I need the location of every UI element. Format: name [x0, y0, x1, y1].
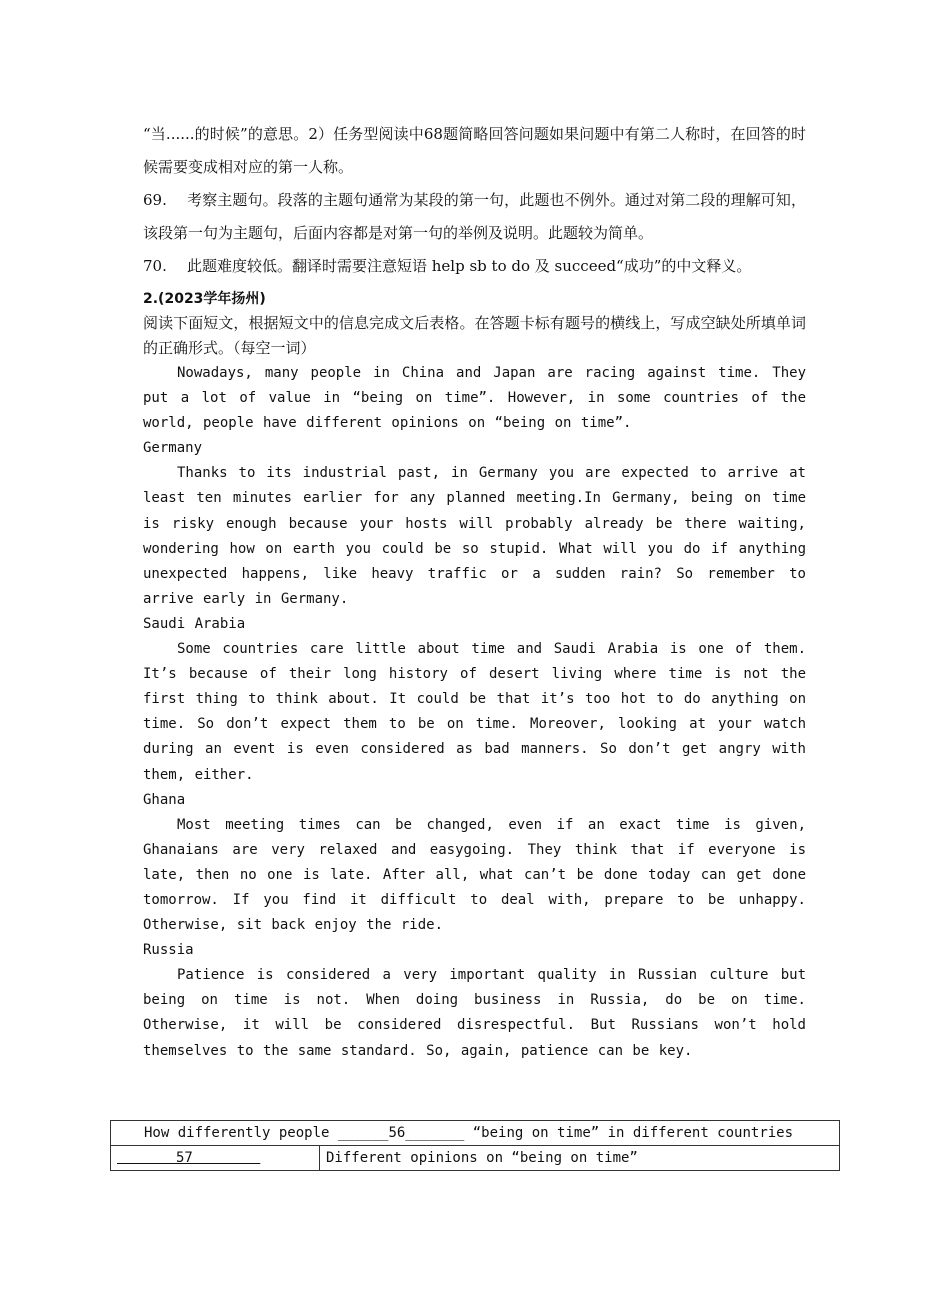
- section-text-russia: Patience is considered a very important quality in Russian culture but being on time is not. When doing business in Russia, do be on time. Otherwise, it will be considered disrespectful. But Russians won’t hold themselves to the same standard. So, again, patience can be key.: [143, 967, 806, 1059]
- table-title-cell: [111, 1121, 840, 1146]
- section-heading-saudi-arabia: Saudi Arabia: [143, 615, 246, 632]
- section-text-saudi-arabia: Some countries care little about time and Saudi Arabia is one of them. It’s because of their long history of desert living where time is not the first thing to think about. It could be that it’s too hot to do anything on time. So don’t expect them to be on time. Moreover, looking at your watch during an event is even considered as bad manners. So don’t get angry with them, either.: [143, 641, 806, 783]
- table-cell: [320, 1146, 840, 1171]
- table-row: [111, 1146, 840, 1171]
- table-cell: [111, 1146, 320, 1171]
- note-text: 考察主题句。段落的主题句通常为某段的第一句，此题也不例外。通过对第二段的理解可知，该段第一句为主题句，后面内容都是对第一句的举例及说明。此题较为简单。: [143, 191, 806, 242]
- section-heading-ghana: Ghana: [143, 791, 186, 808]
- section-heading-russia: Russia: [143, 942, 194, 959]
- note-text: 此题难度较低。翻译时需要注意短语 help sb to do 及 succeed“成功”的中文释义。: [187, 257, 752, 275]
- blank-57[interactable]: 57: [117, 1150, 261, 1166]
- section-heading-germany: Germany: [143, 440, 203, 457]
- note-text: “当......的时候”的意思。2）任务型阅读中68题简略回答问题如果问题中有第二人称时，在回答的时候需要变成相对应的第一人称。: [143, 125, 806, 176]
- table-row: [111, 1121, 840, 1146]
- section-text-germany: Thanks to its industrial past, in Germany you are expected to arrive at least ten minutes earlier for any planned meeting.In Germany, being on time is risky enough because your hosts will probably already be there waiting, wondering how on earth you could be so stupid. What will you do if anything unexpected happens, like heavy traffic or a sudden rain? So remember to arrive early in Germany.: [143, 465, 806, 607]
- table-title-before: How differently people: [144, 1125, 338, 1141]
- note-number: 70.: [143, 257, 167, 275]
- blank-56[interactable]: ______56_______: [337, 1125, 465, 1141]
- question-instruction: 阅读下面短文，根据短文中的信息完成文后表格。在答题卡标有题号的横线上，写成空缺处所填单词的正确形式。（每空一词）: [143, 314, 806, 357]
- table-header-opinions: Different opinions on “being on time”: [326, 1150, 638, 1166]
- note-number: 69.: [143, 191, 167, 209]
- note-paragraph: [143, 250, 806, 283]
- question-title: 2.(2023学年扬州): [143, 291, 266, 307]
- note-paragraph: [143, 184, 806, 250]
- answer-table: [110, 1120, 840, 1171]
- passage-intro: Nowadays, many people in China and Japan are racing against time. They put a lot of value in “being on time”. However, in some countries of the world, people have different opinions on “being on time”.: [143, 365, 806, 432]
- note-paragraph: [143, 118, 806, 184]
- table-title-after: “being on time” in different countries: [464, 1125, 794, 1141]
- section-text-ghana: Most meeting times can be changed, even if an exact time is given, Ghanaians are very relaxed and easygoing. They think that if everyone is late, then no one is late. After all, what can’t be done today can get done tomorrow. If you find it difficult to deal with, prepare to be unhappy. Otherwise, sit back enjoy the ride.: [143, 816, 806, 934]
- document-page: [143, 118, 806, 1064]
